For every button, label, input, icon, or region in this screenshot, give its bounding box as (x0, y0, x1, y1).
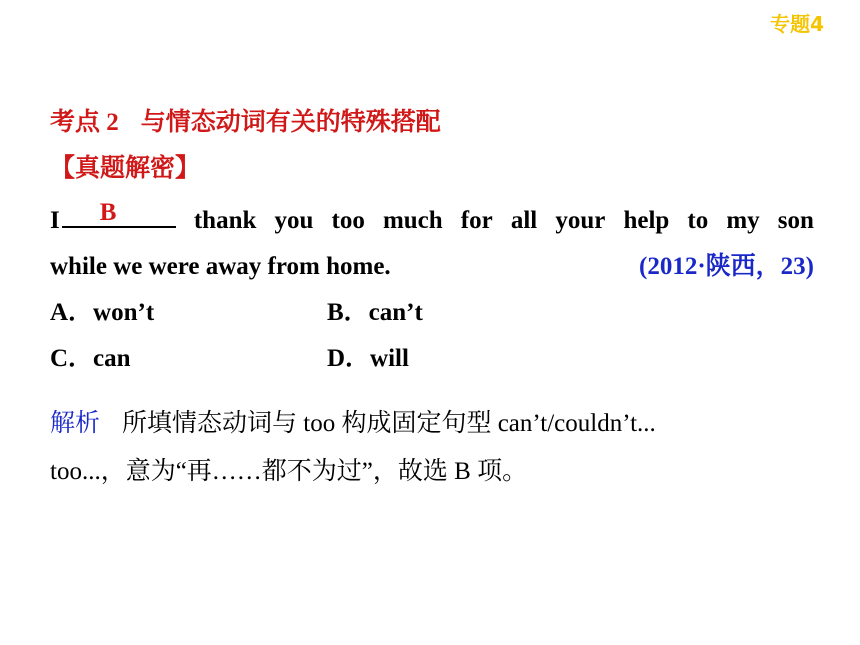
option-a: A．won’t (50, 299, 155, 326)
options-row (50, 290, 604, 336)
topic-heading (50, 102, 441, 138)
question-source: (2012·陕西，23) (639, 253, 814, 280)
option-d: D．will (327, 345, 409, 372)
topic-title: 与情态动词有关的特殊搭配 (140, 109, 441, 136)
question-word: much (382, 207, 443, 234)
question-word: thank (193, 207, 257, 234)
analysis-line-2: too...，意为“再……都不为过”，故选 B 项。 (50, 458, 528, 485)
question-word: your (555, 207, 606, 234)
question-line-1 (50, 198, 814, 244)
answer-blank (62, 199, 176, 228)
options-row (50, 336, 604, 382)
option-b: B．can’t (327, 299, 423, 326)
analysis-label: 解析 (50, 410, 101, 437)
question-word: all (510, 207, 538, 234)
analysis-text-1: 所填情态动词与 too 构成固定句型 can’t/couldn’t... (122, 410, 656, 437)
option-c: C．can (50, 345, 131, 372)
options (50, 290, 604, 382)
question-word: too (331, 207, 365, 234)
answer-text: B (99, 199, 117, 226)
question-word: for (460, 207, 493, 234)
question-word: to (687, 207, 709, 234)
analysis (50, 400, 810, 496)
question-word: my (726, 207, 760, 234)
question (50, 198, 814, 290)
topic-number: 考点 2 (50, 109, 119, 136)
topic-tag: 专题4 (770, 12, 824, 36)
question-line-2 (50, 244, 814, 290)
question-start (50, 198, 176, 244)
question-prefix: I (50, 207, 60, 234)
analysis-line-1 (50, 400, 810, 448)
question-word: help (623, 207, 670, 234)
question-text-end: while we were away from home. (50, 253, 391, 280)
section-title: 【真题解密】 (50, 155, 201, 182)
question-word: you (274, 207, 314, 234)
question-word: son (777, 207, 814, 234)
